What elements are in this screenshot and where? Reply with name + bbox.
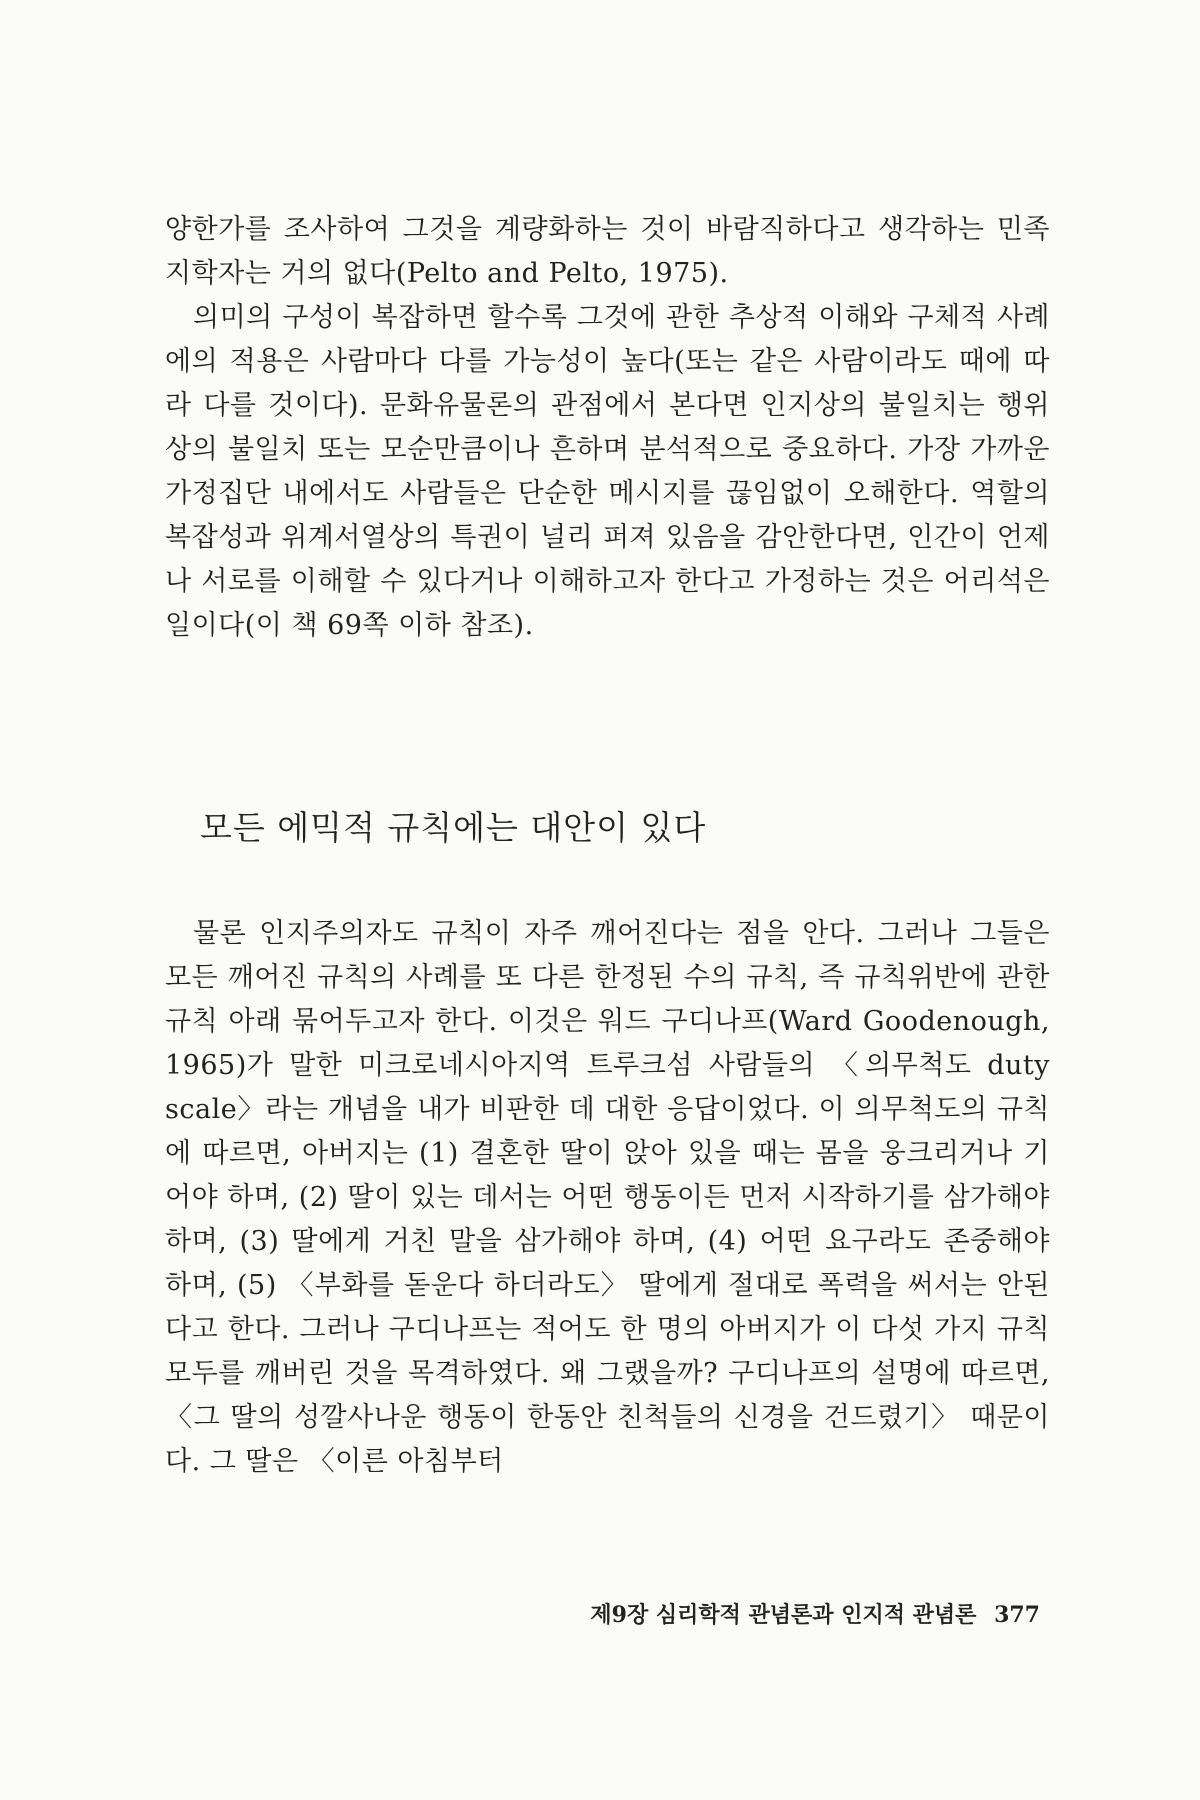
section-heading: 모든 에믹적 규칙에는 대안이 있다: [200, 808, 707, 847]
body-text-top: [165, 208, 1050, 648]
page-number: 377: [994, 1602, 1040, 1628]
paragraph-continued: 양한가를 조사하여 그것을 계량화하는 것이 바람직하다고 생각하는 민족지학자는 거의 없다(Pelto and Pelto, 1975).: [165, 214, 1050, 289]
running-footer: [560, 1600, 1040, 1630]
paragraph: 의미의 구성이 복잡하면 할수록 그것에 관한 추상적 이해와 구체적 사례에의 적용은 사람마다 다를 가능성이 높다(또는 같은 사람이라도 때에 따라 다를 것이다). 문화유물론의 관점에서 본다면 인지상의 불일치는 행위상의 불일치 또는 모순만큼이나 흔하며 분석적으로 중요하다. 가장 가까운 가정집단 내에서도 사람들은 단순한 메시지를 끊임없이 오해한다. 역할의 복잡성과 위계서열상의 특권이 널리 퍼져 있음을 감안한다면, 인간이 언제나 서로를 이해할 수 있다거나 이해하고자 한다고 가정하는 것은 어리석은 일이다(이 책 69쪽 이하 참조).: [165, 302, 1050, 641]
paragraph: 물론 인지주의자도 규칙이 자주 깨어진다는 점을 안다. 그러나 그들은 모든 깨어진 규칙의 사례를 또 다른 한정된 수의 규칙, 즉 규칙위반에 관한 규칙 아래 묶어두고자 한다. 이것은 워드 구디나프(Ward Goodenough, 1965)가 말한 미크로네시아지역 트루크섬 사람들의 〈의무척도 duty scale〉라는 개념을 내가 비판한 데 대한 응답이었다. 이 의무척도의 규칙에 따르면, 아버지는 (1) 결혼한 딸이 앉아 있을 때는 몸을 웅크리거나 기어야 하며, (2) 딸이 있는 데서는 어떤 행동이든 먼저 시작하기를 삼가해야 하며, (3) 딸에게 거친 말을 삼가해야 하며, (4) 어떤 요구라도 존중해야 하며, (5) 〈부화를 돋운다 하더라도〉 딸에게 절대로 폭력을 써서는 안된다고 한다. 그러나 구디나프는 적어도 한 명의 아버지가 이 다섯 가지 규칙 모두를 깨버린 것을 목격하였다. 왜 그랬을까? 구디나프의 설명에 따르면, 〈그 딸의 성깔사나운 행동이 한동안 친척들의 신경을 건드렸기〉 때문이다. 그 딸은 〈이른 아침부터: [165, 918, 1050, 1477]
body-text-bottom: [165, 912, 1050, 1484]
chapter-title: 제9장 심리학적 관념론과 인지적 관념론: [590, 1602, 977, 1628]
